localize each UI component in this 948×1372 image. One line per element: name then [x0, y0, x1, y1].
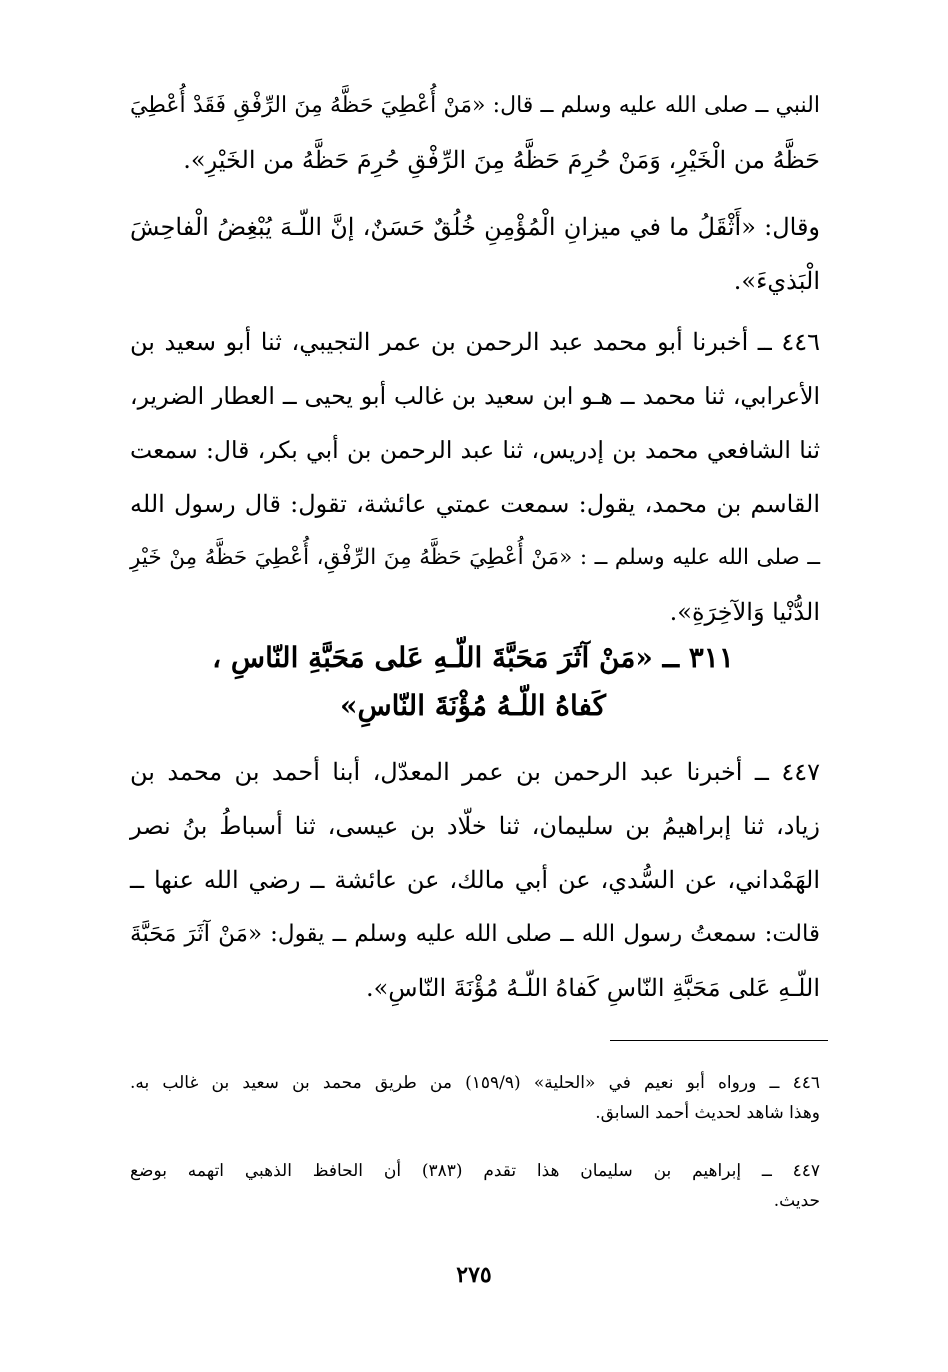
footnote-line: ٤٤٧ ــ إبراهيم بن سليمان هذا تقدم (٣٨٣) أن الحافظ الذهبي اتهمه بوضع [130, 1161, 821, 1181]
section-heading-311 [178, 634, 768, 730]
text-line: ــ صلى الله عليه وسلم ــ : «مَنْ أُعْطِيَ حَظَّهُ مِنَ الرِّفْقِ، أُعْطِيَ حَظَّهُ مِنْ خَيْرِ [130, 545, 820, 570]
text-line: زياد، ثنا إبراهيمُ بن سليمان، ثنا خلّاد بن عيسى، ثنا أسباطُ بنُ نصر [130, 812, 820, 840]
hadith-447-paragraph [130, 745, 820, 1015]
text-line: وقال: «أَثْقَلُ ما في ميزانِ الْمُؤْمِنِ خُلُقٌ حَسَنٌ، إنَّ اللّـهَ يُبْغِضُ الْفاحِشَ [130, 213, 821, 241]
heading-line: ٣١١ ــ «مَنْ آثَرَ مَحَبَّةَ اللّـهِ عَلى مَحَبَّةِ النّاسِ ، [212, 641, 734, 674]
page-number: ٢٧٥ [456, 1262, 492, 1288]
opening-hadith-paragraph [130, 79, 820, 187]
text-line: القاسم بن محمد، يقول: سمعت عمتي عائشة، تقول: قال رسول الله [130, 490, 820, 518]
footnote-446 [130, 1068, 820, 1128]
footnote-447 [130, 1156, 820, 1216]
footnote-line: وهذا شاهد لحديث أحمد السابق. [595, 1103, 820, 1123]
text-line: النبي ــ صلى الله عليه وسلم ــ قال: «مَنْ أُعْطِيَ حَظَّهُ مِنَ الرِّفْقِ فَقَدْ أُعْطِيَ [130, 93, 820, 118]
text-line: الأعرابي، ثنا محمد ــ هـو ابن سعيد بن غالب أبو يحيى ــ العطار الضرير، [130, 382, 820, 410]
text-line: اللّـهِ عَلى مَحَبَّةِ النّاسِ كَفاهُ اللّـهُ مُؤْنَةَ النّاسِ». [365, 974, 820, 1002]
hadith-446-paragraph [130, 315, 820, 639]
second-hadith-paragraph [130, 200, 820, 308]
text-line: ٤٤٧ ــ أخبرنا عبد الرحمن بن عمر المعدّل، أبنا أحمد بن محمد بن [130, 758, 820, 786]
text-line: الدُّنْيا وَالآخِرَةِ». [669, 598, 820, 626]
text-line: حَظَّهُ من الْخَيْرِ، وَمَنْ حُرِمَ حَظَّهُ مِنَ الرِّفْقِ حُرِمَ حَظَّهُ من الخَيْرِ». [183, 146, 820, 174]
footnote-line: حديث. [773, 1191, 820, 1211]
text-line: الْبَذيءَ». [733, 267, 820, 295]
footnote-line: ٤٤٦ ــ ورواه أبو نعيم في «الحلية» (١٥٩/٩) من طريق محمد بن سعيد بن غالب به. [130, 1073, 820, 1093]
text-line: ٤٤٦ ــ أخبرنا أبو محمد عبد الرحمن بن عمر التجيبي، ثنا أبو سعيد بن [130, 328, 820, 356]
footnote-separator [610, 1040, 828, 1041]
text-line: ثنا الشافعي محمد بن إدريس، ثنا عبد الرحمن بن أبي بكر، قال: سمعت [130, 436, 820, 464]
heading-line: كَفاهُ اللّـهُ مُؤْنَةَ النّاسِ» [340, 689, 606, 722]
text-line: قالت: سمعتُ رسول الله ــ صلى الله عليه وسلم ــ يقول: «مَنْ آثَرَ مَحَبَّةَ [130, 921, 820, 947]
text-line: الهَمْداني، عن السُّدي، عن أبي مالك، عن عائشة ــ رضي الله عنها ــ [130, 866, 820, 894]
